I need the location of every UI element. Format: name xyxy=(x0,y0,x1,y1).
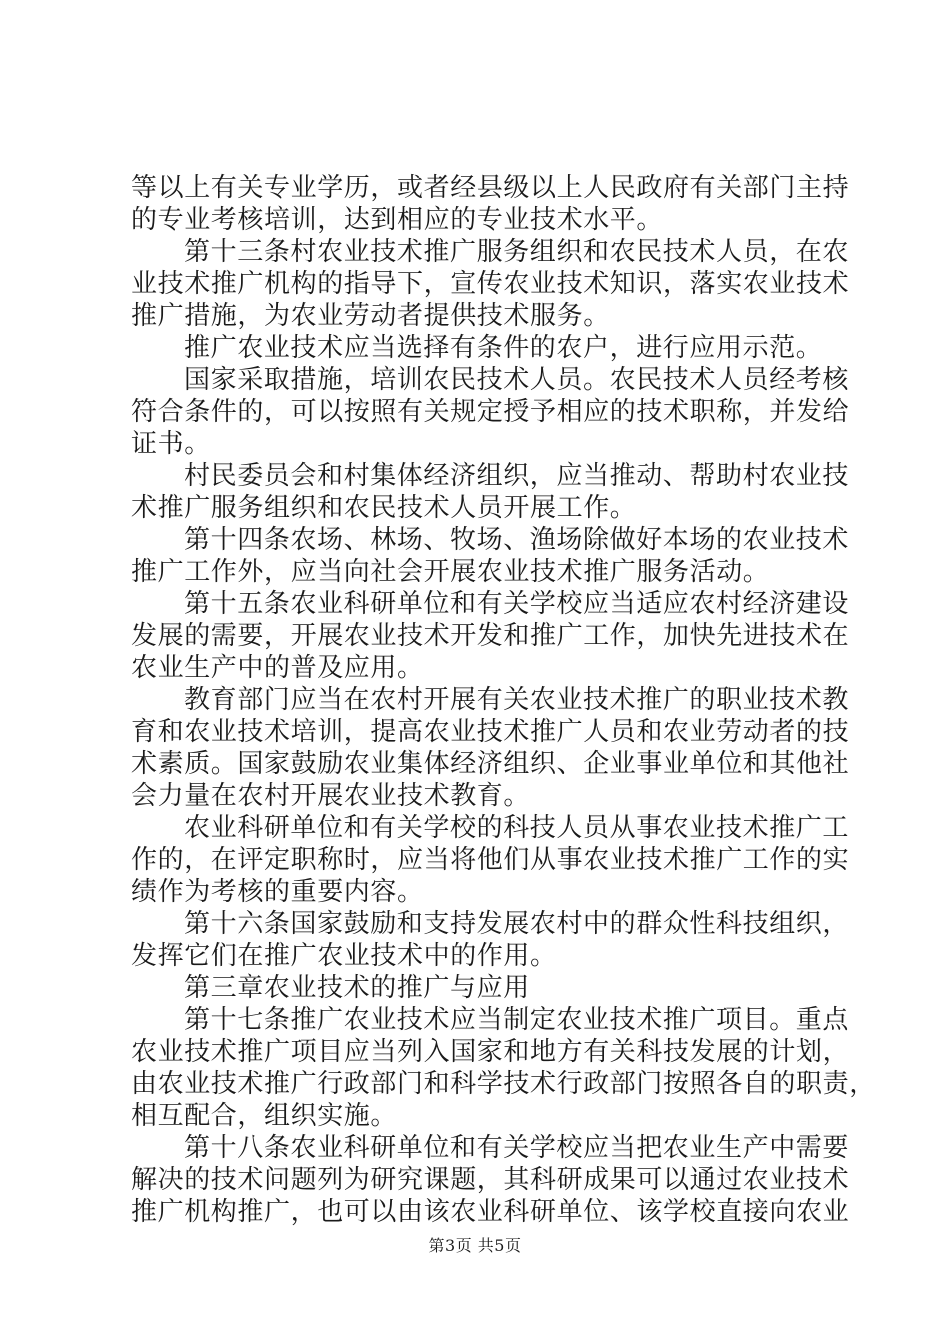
text-line: 农业技术推广项目应当列入国家和地方有关科技发展的计划， xyxy=(131,1037,850,1067)
text-line: 符合条件的，可以按照有关规定授予相应的技术职称，并发给 xyxy=(131,397,850,427)
text-line: 相互配合，组织实施。 xyxy=(131,1101,398,1131)
text-line: 第十六条国家鼓励和支持发展农村中的群众性科技组织， xyxy=(184,909,850,939)
text-line: 发挥它们在推广农业技术中的作用。 xyxy=(131,941,557,971)
text-line: 术推广服务组织和农民技术人员开展工作。 xyxy=(131,493,637,523)
text-line: 的专业考核培训，达到相应的专业技术水平。 xyxy=(131,205,664,235)
text-line: 村民委员会和村集体经济组织，应当推动、帮助村农业技 xyxy=(184,461,850,491)
text-line: 第十四条农场、林场、牧场、渔场除做好本场的农业技术 xyxy=(184,525,850,555)
text-line: 第十三条村农业技术推广服务组织和农民技术人员，在农 xyxy=(184,237,850,267)
text-line: 发展的需要，开展农业技术开发和推广工作，加快先进技术在 xyxy=(131,621,850,651)
text-line: 绩作为考核的重要内容。 xyxy=(131,877,424,907)
text-line: 第十八条农业科研单位和有关学校应当把农业生产中需要 xyxy=(184,1133,850,1163)
text-line: 业技术推广机构的指导下，宣传农业技术知识，落实农业技术 xyxy=(131,269,850,299)
text-line: 由农业技术推广行政部门和科学技术行政部门按照各自的职责， xyxy=(131,1069,876,1099)
text-line: 解决的技术问题列为研究课题，其科研成果可以通过农业技术 xyxy=(131,1165,850,1195)
text-line: 作的，在评定职称时，应当将他们从事农业技术推广工作的实 xyxy=(131,845,850,875)
text-line: 国家采取措施，培训农民技术人员。农民技术人员经考核 xyxy=(184,365,850,395)
page-number-footer: 第3页 共5页 xyxy=(428,1236,522,1255)
chapter-heading: 第三章农业技术的推广与应用 xyxy=(184,973,530,1003)
text-line: 教育部门应当在农村开展有关农业技术推广的职业技术教 xyxy=(184,685,850,715)
text-line: 农业科研单位和有关学校的科技人员从事农业技术推广工 xyxy=(184,813,850,843)
text-line: 推广机构推广，也可以由该农业科研单位、该学校直接向农业 xyxy=(131,1197,850,1227)
text-line: 会力量在农村开展农业技术教育。 xyxy=(131,781,531,811)
text-line: 农业生产中的普及应用。 xyxy=(131,653,424,683)
text-line: 推广农业技术应当选择有条件的农户，进行应用示范。 xyxy=(184,333,823,363)
text-line: 推广措施，为农业劳动者提供技术服务。 xyxy=(131,301,610,331)
text-line: 推广工作外，应当向社会开展农业技术推广服务活动。 xyxy=(131,557,770,587)
text-line: 第十五条农业科研单位和有关学校应当适应农村经济建设 xyxy=(184,589,850,619)
text-line: 证书。 xyxy=(131,429,211,459)
text-line: 育和农业技术培训，提高农业技术推广人员和农业劳动者的技 xyxy=(131,717,850,747)
text-line: 等以上有关专业学历，或者经县级以上人民政府有关部门主持 xyxy=(131,173,850,203)
text-line: 术素质。国家鼓励农业集体经济组织、企业事业单位和其他社 xyxy=(131,749,850,779)
text-line: 第十七条推广农业技术应当制定农业技术推广项目。重点 xyxy=(184,1005,850,1035)
